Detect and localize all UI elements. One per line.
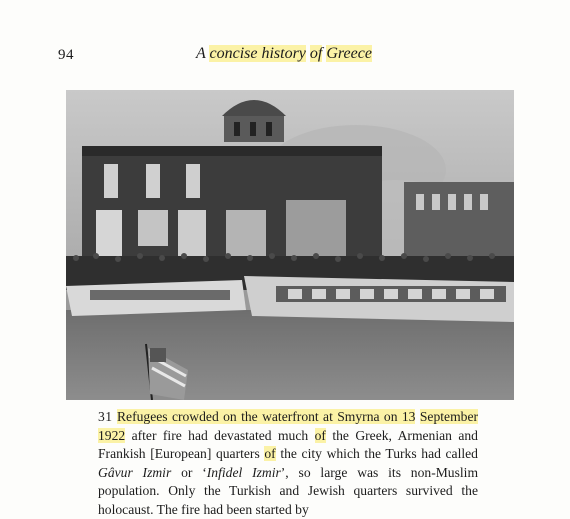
caption-line-4a: the Turks had called xyxy=(364,446,478,461)
caption-date: September 1922 xyxy=(98,409,479,443)
title-a: A xyxy=(196,45,206,62)
caption-line-4c: or ‘ xyxy=(181,464,207,480)
figure-number: 31 xyxy=(98,409,113,424)
caption-line-2d: the Greek, xyxy=(332,427,392,443)
title-of: of xyxy=(309,45,323,62)
caption-of-2: of xyxy=(264,446,276,461)
caption-line-4e: ’, so large xyxy=(280,464,348,480)
running-head xyxy=(196,45,372,63)
photograph-icon xyxy=(66,90,514,400)
figure-caption xyxy=(98,408,478,519)
caption-of-1: of xyxy=(314,427,326,443)
title-greece: Greece xyxy=(326,45,372,62)
caption-gavur-izmir: Gâvur Izmir xyxy=(98,464,172,480)
title-concise-history: concise history xyxy=(209,45,306,62)
caption-line-6: quarters survived the holocaust. The fire had been started by xyxy=(98,483,478,517)
caption-line-3: Armenian and Frankish [European] quarters xyxy=(98,427,478,461)
caption-line-2b: after fire had devastated much xyxy=(131,427,309,443)
caption-infidel-izmir: Infidel Izmir xyxy=(206,464,281,480)
smyrna-photograph xyxy=(66,90,514,400)
caption-line-5: was its non-Muslim population. Only the Turkish and Jewish xyxy=(98,464,479,498)
caption-line-3c: the city which xyxy=(280,446,360,461)
page-number: 94 xyxy=(58,47,74,63)
water xyxy=(66,310,514,400)
caption-line-1: Refugees crowded on the waterfront at Smyrna on 13 xyxy=(116,409,416,424)
